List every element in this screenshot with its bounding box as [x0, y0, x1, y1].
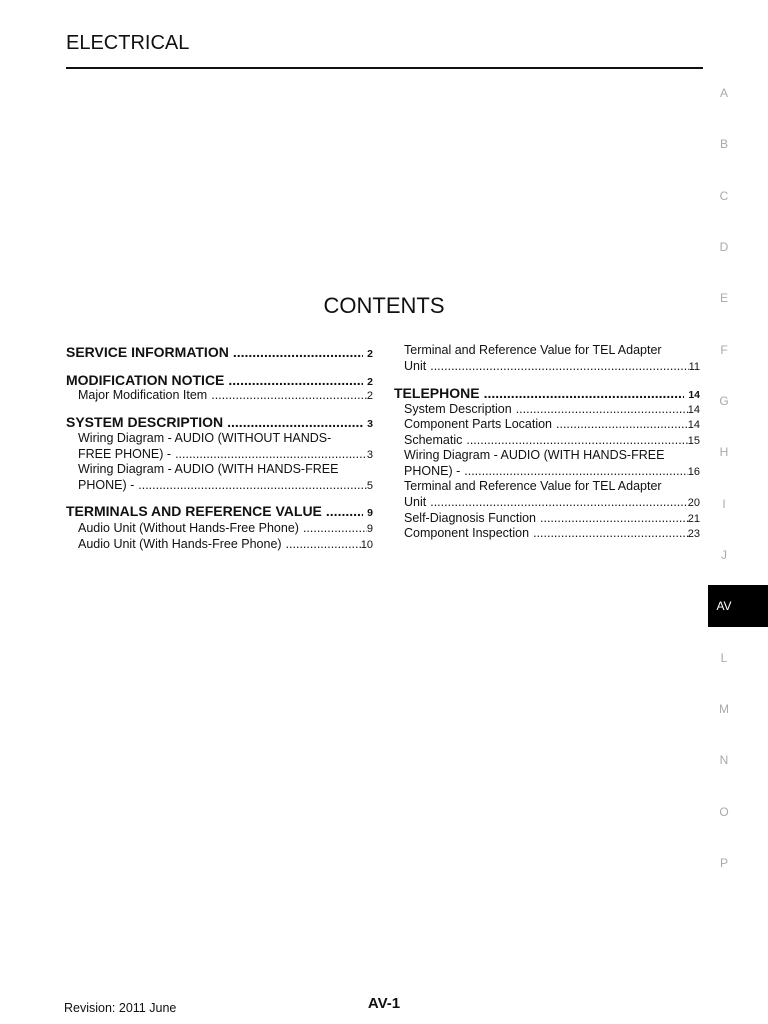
contents-heading: CONTENTS	[323, 293, 445, 318]
index-tab-b	[708, 123, 768, 165]
toc-entry-terminal-and-reference-value-tel-adapter-unit[interactable]	[404, 343, 700, 375]
toc-entry-title: Major Modification Item	[78, 388, 208, 403]
toc-entry-wiring-diagram-audio-with-hands-free-phone-telephone[interactable]	[404, 448, 700, 480]
toc-page-number: 9	[367, 507, 373, 519]
toc-line	[78, 462, 373, 478]
toc-page-number: 2	[367, 376, 373, 388]
index-tab-label: I	[722, 496, 726, 511]
toc-line	[404, 343, 700, 359]
dot-leader	[430, 359, 688, 375]
toc-line	[78, 521, 373, 538]
index-tab-n	[708, 739, 768, 781]
index-tab-m	[708, 688, 768, 730]
toc-entry-title: Component Parts Location	[404, 417, 553, 432]
toc-line	[66, 344, 373, 362]
index-tab-label: AV	[716, 599, 732, 614]
index-tab-o	[708, 791, 768, 833]
toc-page-number: 16	[687, 465, 700, 478]
toc-line	[78, 431, 373, 447]
dot-leader	[466, 433, 687, 449]
index-tab-label: J	[721, 548, 727, 562]
index-tab-label: N	[719, 753, 729, 768]
toc-page-number: 21	[687, 513, 700, 526]
toc-entry-title: Wiring Diagram - AUDIO (WITHOUT HANDS-	[78, 431, 332, 446]
toc-line	[66, 503, 373, 521]
toc-line	[404, 417, 700, 434]
index-tab-d	[708, 226, 768, 268]
toc-line	[404, 479, 700, 495]
toc-section-terminals-and-reference-value[interactable]	[66, 503, 373, 521]
dot-leader	[540, 511, 688, 527]
header-divider	[66, 67, 703, 69]
toc-entry-wiring-diagram-audio-with-hands-free-phone[interactable]	[78, 462, 373, 494]
toc-entry-audio-unit-with-hands-free-phone[interactable]	[78, 537, 373, 554]
toc-section-title: TELEPHONE	[394, 385, 480, 401]
index-tab-label: O	[719, 804, 729, 819]
manual-category: ELECTRICAL	[66, 32, 190, 54]
toc-section-title: SERVICE INFORMATION	[66, 344, 229, 360]
dot-leader	[233, 344, 363, 360]
toc-line	[66, 414, 373, 432]
dot-leader	[211, 388, 367, 404]
revision-date: Revision: 2011 June	[64, 1001, 177, 1015]
toc-section-telephone[interactable]	[394, 385, 700, 403]
toc-page-number: 10	[360, 539, 373, 552]
index-tab-av	[708, 585, 768, 627]
toc-line	[78, 388, 373, 405]
index-tab-label: M	[719, 702, 729, 716]
index-tab-label: P	[719, 856, 728, 870]
toc-line	[404, 448, 700, 464]
index-tab-label: G	[719, 394, 729, 408]
dot-leader	[533, 526, 688, 542]
toc-page-number: 14	[688, 389, 700, 401]
toc-entry-title: Self-Diagnosis Function	[404, 511, 537, 526]
index-tab-e	[708, 277, 768, 319]
toc-entry-component-inspection[interactable]	[404, 526, 700, 543]
index-tab-label: H	[719, 445, 729, 460]
toc-line	[404, 495, 700, 512]
dot-leader	[227, 414, 363, 430]
toc-page-number: 3	[367, 418, 373, 430]
index-tab-label: L	[720, 650, 728, 665]
index-tab-label: E	[719, 291, 728, 306]
index-tab-label: D	[719, 240, 729, 254]
toc-line	[404, 359, 700, 376]
toc-section-title: SYSTEM DESCRIPTION	[66, 414, 224, 430]
toc-line	[404, 526, 700, 543]
index-tab-c	[708, 175, 768, 217]
index-tab-g	[708, 380, 768, 422]
index-tab-label: A	[719, 86, 728, 100]
toc-page-number: 20	[687, 496, 700, 509]
index-tab-label: B	[719, 137, 728, 152]
toc-page-number: 3	[366, 448, 373, 461]
toc-line	[394, 385, 700, 403]
toc-entry-title: Component Inspection	[404, 526, 530, 541]
index-tab-label: F	[720, 342, 728, 357]
toc-entry-title: Audio Unit (Without Hands-Free Phone)	[78, 521, 299, 536]
toc-page-number: 15	[687, 435, 700, 448]
toc-entry-component-parts-location[interactable]	[404, 417, 700, 434]
toc-entry-title: Wiring Diagram - AUDIO (WITH HANDS-FREE	[78, 462, 339, 477]
toc-page-number: 2	[366, 390, 373, 403]
toc-page-number: 2	[367, 348, 373, 360]
index-tab-label: C	[719, 188, 729, 203]
toc-entry-title: FREE PHONE) -	[78, 446, 172, 461]
toc-section-service-information[interactable]	[66, 344, 373, 362]
dot-leader	[484, 385, 685, 401]
page-number: AV-1	[367, 995, 401, 1012]
toc-entry-title: Audio Unit (With Hands-Free Phone)	[78, 537, 282, 552]
dot-leader	[516, 402, 688, 418]
toc-entry-terminal-and-reference-value-tel-adapter-unit-telephone[interactable]	[404, 479, 700, 511]
toc-page-number: 11	[688, 360, 700, 373]
index-tab-f	[708, 329, 768, 371]
index-tab-i	[708, 483, 768, 525]
toc-page-number: 14	[687, 404, 700, 417]
toc-entry-title: PHONE) -	[404, 463, 461, 478]
index-tab-a	[708, 72, 768, 114]
dot-leader	[464, 464, 688, 480]
toc-page-number: 5	[366, 479, 373, 492]
toc-line	[78, 447, 373, 464]
toc-section-title: TERMINALS AND REFERENCE VALUE	[66, 503, 322, 519]
toc-entry-title: Terminal and Reference Value for TEL Adapter	[404, 479, 662, 494]
toc-entry-audio-unit-without-hands-free-phone[interactable]	[78, 521, 373, 538]
dot-leader	[286, 537, 361, 553]
toc-page-number: 23	[687, 528, 700, 541]
toc-page-number: 14	[687, 419, 700, 432]
toc-entry-wiring-diagram-audio-without-hands-free-phone[interactable]	[78, 431, 373, 463]
toc-entry-major-modification-item[interactable]	[78, 388, 373, 405]
toc-entry-title: Terminal and Reference Value for TEL Adapter	[404, 343, 662, 358]
toc-entry-title: PHONE) -	[78, 477, 135, 492]
dot-leader	[556, 417, 688, 433]
toc-page-number: 9	[366, 523, 373, 536]
toc-line	[404, 464, 700, 481]
toc-line	[78, 478, 373, 495]
dot-leader	[303, 521, 367, 537]
toc-entry-title: Wiring Diagram - AUDIO (WITH HANDS-FREE	[404, 448, 665, 463]
index-tab-p	[708, 842, 768, 884]
toc-section-title: MODIFICATION NOTICE	[66, 372, 225, 388]
dot-leader	[228, 372, 363, 388]
toc-entry-title: Unit	[404, 358, 427, 373]
index-tab-h	[708, 431, 768, 473]
toc-entry-title: System Description	[404, 402, 512, 417]
dot-leader	[175, 447, 367, 463]
index-tab-l	[708, 637, 768, 679]
toc-entry-title: Schematic	[404, 433, 463, 448]
dot-leader	[430, 495, 688, 511]
toc-line	[78, 537, 373, 554]
dot-leader	[138, 478, 367, 494]
toc-section-system-description[interactable]	[66, 414, 373, 432]
toc-entry-title: Unit	[404, 494, 427, 509]
index-tab-j	[708, 534, 768, 576]
dot-leader	[326, 503, 363, 519]
